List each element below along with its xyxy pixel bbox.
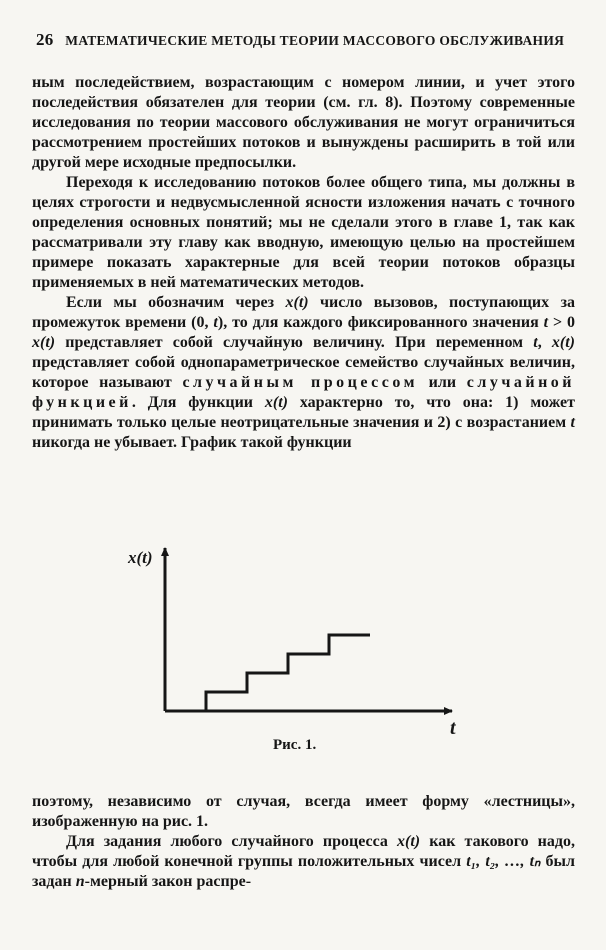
p5-text: был задан	[32, 853, 575, 890]
term-random-process: случайным процессом	[182, 374, 418, 391]
p5-math: n	[75, 873, 85, 890]
y-axis-label: x(t)	[128, 548, 153, 567]
p3-math: x(t)	[551, 334, 575, 351]
text-block-bottom	[32, 792, 575, 892]
p3-text: > 0	[548, 314, 576, 331]
p5-text: как такового надо, чтобы для любой конечной группы положительных чисел	[32, 833, 575, 870]
paragraph-1: ным последействием, возрастающим с номером линии, и учет этого последействия обязателен для теории (см. гл. 8). Поэтому современные исследования по теории массового обслуживания не могут ограничиться рассмотрением простейших потоков и вынуждены расширить в той или другой мере исходные предпосылки.	[32, 74, 575, 171]
p3-math: x(t)	[264, 394, 288, 411]
figure-caption: Рис. 1.	[273, 737, 317, 753]
p3-text: представляет собой однопараметрическое семейство случайных величин, которое называют	[32, 354, 575, 391]
p3-math: t	[543, 314, 549, 331]
staircase-line	[165, 635, 370, 711]
p5-math: t₁, t₂, …, tₙ	[466, 853, 541, 870]
page-number: 26	[36, 30, 54, 49]
p3-math: x(t)	[32, 334, 56, 351]
p3-text: представляет собой случайную величину. При переменном	[55, 334, 534, 351]
p3-math: t	[570, 414, 575, 431]
p5-math: x(t)	[397, 833, 421, 850]
p3-text: . Для функции	[131, 394, 265, 411]
paragraph-4: поэтому, независимо от случая, всегда имеет форму «лестницы», изображенную на рис. 1.	[32, 793, 575, 830]
p3-math: t	[533, 334, 538, 351]
term-random-function: случайной функцией	[32, 374, 576, 411]
x-axis-label: t	[450, 717, 456, 739]
paragraph-5	[32, 832, 575, 892]
p5-text: -мерный закон распре-	[84, 873, 252, 890]
p3-text: характерно то, что она: 1) может принимать только целые неотрицательные значения и 2) с возрастанием	[32, 394, 575, 431]
p3-text: ), то для каждого фиксированного значения	[217, 314, 544, 331]
p3-text: число вызовов, поступающих за промежуток времени (0,	[32, 294, 575, 331]
p3-text: никогда не убывает. График такой функции	[32, 434, 352, 451]
p3-text: Если мы обозначим через	[66, 294, 286, 311]
p3-text: ,	[537, 334, 552, 351]
p3-math: t	[213, 314, 218, 331]
p3-math: x(t)	[285, 294, 309, 311]
p3-text: или	[417, 374, 467, 391]
running-title: МАТЕМАТИЧЕСКИЕ МЕТОДЫ ТЕОРИИ МАССОВОГО ОБСЛУЖИВАНИЯ	[65, 33, 565, 48]
p5-text: Для задания любого случайного процесса	[66, 833, 398, 850]
paragraph-2: Переходя к исследованию потоков более общего типа, мы должны в целях строгости и недвусмысленной ясности изложения начать с точного определения основных понятий; мы не сделали этого в главе 1, так как рассматривали эту главу как вводную, имеющую целью на простейшем примере показать характерные для всей теории потоков образцы применяемых в ней математических методов.	[32, 174, 575, 291]
